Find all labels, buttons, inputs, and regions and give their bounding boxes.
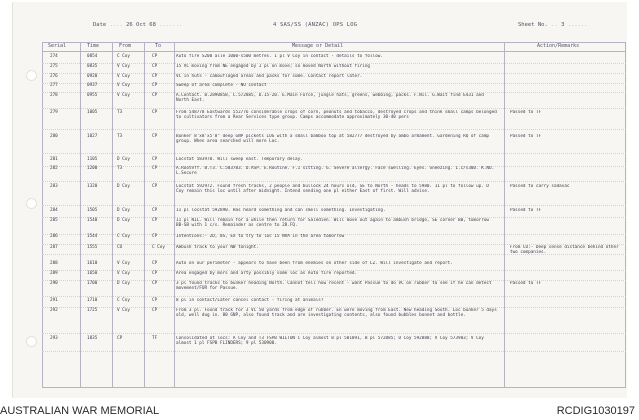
sheet-label: Sheet No. [518, 22, 548, 28]
from-cell: D Coy [117, 281, 130, 286]
to-cell: CP [152, 234, 158, 239]
message-cell: 11 pl locstat 592890. Has heard something and can smell something. Investigating. [176, 208, 386, 213]
log-row [42, 64, 626, 72]
row-divider [42, 181, 626, 182]
message-cell: Locstat 592972. Found fresh tracks, 2 people and bullock 24 hours old, SE to North - heads to 5980. 11 pl to follow up. D Coy remain this loc until after midnight. Intend sending one pl either East of first. Will advise. [176, 184, 490, 195]
log-row [42, 336, 626, 350]
serial-cell: 279 [50, 110, 58, 115]
column-header-serial: Serial [48, 43, 67, 49]
from-cell: D Coy [117, 184, 130, 189]
row-divider [42, 333, 626, 334]
log-row [42, 157, 626, 165]
to-cell: CP [152, 308, 158, 313]
log-row [42, 308, 626, 332]
message-cell: VC in huts - camouflaged areas and packs for some. Contact report later. [176, 74, 363, 79]
row-divider [42, 205, 626, 206]
from-cell: V Coy [117, 93, 130, 98]
serial-cell: 285 [50, 218, 58, 223]
time-cell: 1650 [87, 271, 98, 276]
from-cell: V Coy [117, 83, 130, 88]
message-cell: 3 pl found tracks to bunker heading North. Cannot tell how recent - want Passue to do VC on rubber to see if he can detect movement/FUR for Passue. [176, 281, 492, 292]
to-cell: CP [152, 184, 158, 189]
column-header-to: To [155, 43, 162, 49]
serial-cell: 289 [50, 271, 58, 276]
serial-cell: 283 [50, 184, 58, 189]
log-row [42, 166, 626, 180]
time-cell: 1505 [87, 208, 98, 213]
column-header-time: Time [87, 43, 100, 49]
from-cell: T3 [117, 134, 123, 139]
row-divider [42, 351, 626, 352]
time-cell: 1027 [87, 134, 98, 139]
message-cell: Consolidated at locs: A Coy and T3 FSPB WILTON C Coy almost 8 pl 581891, B pl 572885; D Coy 592888; V Coy 573983; V Coy almost 1 pl FSPB FLINDERS; 9 pl 530900. [176, 336, 484, 347]
date-label: Date [93, 22, 107, 28]
message-cell: From 3 pl. Found track for 3 VC 50 yards from edge of rubber. En were moving from East. New heading South. Loc bunker 5 days old, well dug in. 80 GNP, also found track and are investigating contents, also found bubbles bonnet and bottle. [176, 308, 497, 319]
action-cell [510, 166, 624, 180]
log-row [42, 208, 626, 216]
serial-cell: 291 [50, 298, 58, 303]
date-field: Date .... 26 Oct 68 ....... [93, 22, 183, 28]
from-cell: V Coy [117, 271, 130, 276]
serial-cell: 277 [50, 83, 58, 88]
time-cell: 0937 [87, 83, 98, 88]
action-cell: Passed to TF [510, 134, 542, 139]
from-cell: T3 [117, 166, 123, 171]
from-cell: CP [117, 336, 123, 341]
serial-cell: 276 [50, 74, 58, 79]
time-cell: 1610 [87, 261, 98, 266]
from-cell: D Coy [117, 218, 130, 223]
to-cell: CP [152, 166, 158, 171]
serial-cell: 281 [50, 157, 58, 162]
footer-record-id: RCDIG1030197 [556, 405, 635, 417]
time-cell: 1005 [87, 110, 98, 115]
log-row [42, 184, 626, 204]
to-cell: CP [152, 83, 158, 88]
time-cell: 1710 [87, 298, 98, 303]
serial-cell: 275 [50, 64, 58, 69]
time-cell: 1700 [87, 281, 98, 286]
serial-cell: 284 [50, 208, 58, 213]
to-cell: CP [152, 64, 158, 69]
message-cell: 15 VC moving from NE engaged by 1 pl on move; so moved North without firing [176, 64, 371, 69]
punch-hole [26, 336, 37, 347]
footer-archive-name: AUSTRALIAN WAR MEMORIAL [0, 405, 160, 417]
to-cell: C Coy [152, 245, 165, 250]
from-cell: D Coy [117, 157, 130, 162]
time-cell: 1835 [87, 336, 98, 341]
serial-cell: 280 [50, 134, 58, 139]
serial-cell: 282 [50, 166, 58, 171]
time-cell: 0955 [87, 93, 98, 98]
serial-cell: 293 [50, 336, 58, 341]
row-divider [42, 108, 626, 109]
log-row [42, 245, 626, 256]
message-cell: A.Rooteff. B.T3. C.583783. D.ASP. E.Routine. F.1 sitting. G. Severe allergy. Face swelling. Eyes. Sneezing. 1.c/s30D. K.NO. L.Secure [176, 166, 495, 177]
serial-cell: 278 [50, 93, 58, 98]
serial-cell: 274 [50, 54, 58, 59]
date-value: 26 Oct 68 [126, 22, 156, 28]
time-cell: 0920 [87, 74, 98, 79]
serial-cell: 292 [50, 308, 58, 313]
log-row [42, 281, 626, 295]
from-cell: C Coy [117, 298, 130, 303]
row-divider [42, 254, 626, 255]
log-table [42, 42, 626, 388]
time-cell: 0835 [87, 64, 98, 69]
to-cell: CP [152, 281, 158, 286]
to-cell: CP [152, 93, 158, 98]
to-cell: CP [152, 261, 158, 266]
log-row [42, 298, 626, 306]
to-cell: CP [152, 54, 158, 59]
to-cell: CP [152, 271, 158, 276]
time-cell: 0854 [87, 54, 98, 59]
time-cell: 1320 [87, 184, 98, 189]
serial-cell: 287 [50, 245, 58, 250]
time-cell: 1544 [87, 234, 98, 239]
message-cell: Ambush track to your NW tonight. [176, 245, 259, 250]
column-header-message: Message or Detail [292, 43, 344, 49]
punch-hole [26, 198, 37, 209]
action-cell: Passed to TF [510, 208, 542, 213]
to-cell: CP [152, 218, 158, 223]
time-cell: 1105 [87, 157, 98, 162]
row-divider [42, 153, 626, 154]
action-cell [510, 93, 624, 107]
message-cell: Sweep of area complete - NO contact [176, 83, 267, 88]
action-cell: Passed to TF [510, 110, 542, 115]
from-cell: V Coy [117, 261, 130, 266]
row-divider [42, 296, 626, 297]
sheet-number-field: Sheet No. .. 3 ...... [518, 22, 588, 28]
from-cell: C Coy [117, 234, 130, 239]
log-row [42, 271, 626, 279]
to-cell: CP [152, 74, 158, 79]
message-cell: Auto fire S200 alle 1000-s500 metres. 1 pl V Coy in contact - details to follow. [176, 54, 383, 59]
from-cell: T3 [117, 110, 123, 115]
log-row [42, 74, 626, 82]
to-cell: CP [152, 110, 158, 115]
sheet-value: 3 [561, 22, 565, 28]
serial-cell: 290 [50, 281, 58, 286]
to-cell: CP [152, 208, 158, 213]
from-cell: D Coy [117, 208, 130, 213]
action-cell: From CO:- Deep sense distance behind other two companies. [510, 245, 619, 256]
action-cell [510, 308, 624, 332]
message-cell: Area engaged by mors and arty possibly some loc as Auto fire reported. [176, 271, 358, 276]
log-row [42, 110, 626, 128]
time-cell: 1555 [87, 245, 98, 250]
from-cell: C Coy [117, 54, 130, 59]
log-row [42, 93, 626, 107]
to-cell: CP [152, 298, 158, 303]
from-cell: V Coy [117, 64, 130, 69]
log-title: 4 SAS/SS (ANZAC) OPS LOG [273, 22, 358, 28]
row-divider [42, 129, 626, 130]
serial-cell: 288 [50, 261, 58, 266]
log-row [42, 261, 626, 269]
message-cell: Locstat 583978. Will sweep east. Temporary delay. [176, 157, 303, 162]
time-cell: 1540 [87, 218, 98, 223]
to-cell: CP [152, 157, 158, 162]
time-cell: 1725 [87, 308, 98, 313]
log-row [42, 234, 626, 243]
from-cell: CO [117, 245, 123, 250]
from-cell: V Coy [117, 308, 130, 313]
log-row [42, 83, 626, 91]
message-cell: A.Contact. B.2890858, C.572885, D.15-20. E.Main Force, jungle hats, greens, webbing, packs. F.Nil. G.Wait find E431 and North East. [176, 93, 484, 104]
log-row [42, 134, 626, 152]
action-cell: Passed to carry sadavac [510, 184, 570, 189]
column-header-from: From [119, 43, 132, 49]
from-cell: V Coy [117, 74, 130, 79]
message-cell: 11 pl NIL. Will remain for a while then return for Saledien. Will move out again to ambush bridge, SE corner BB, tomorrow BB-SB with 1 c/s. Remainder as centre to 28.FQ. [176, 218, 490, 229]
to-cell: CP [152, 134, 158, 139]
message-cell: 8 pl in contact/Later cancel contact - firing at animals? [176, 298, 324, 303]
to-cell: TF [152, 336, 158, 341]
message-cell: Intentions:- 2D, 0S, EX to try to loc 15 NVA in the area tomorrow [176, 234, 345, 239]
message-cell: Bunker 8'x8'x5'8" deep GNP pickets LOG with a small bamboo top at 582777 destroyed by ambo armament. Gardening RQ of camp group. When area searched will more Loc. [176, 134, 490, 145]
column-header-action: Action/Remarks [537, 43, 580, 49]
message-cell: From 548778 Eastwards 552776 considerable crops of corn, peanuts and tobacco, destroyed crops and think small camps belonged to cultivators from a Rear Services type group. Camps accommodate approximately 30-40 pers [176, 110, 497, 121]
action-cell [510, 336, 624, 350]
log-row [42, 54, 626, 62]
log-row [42, 218, 626, 233]
serial-cell: 286 [50, 234, 58, 239]
punch-hole [26, 70, 37, 81]
message-cell: Auto on our perimeter - appears to have been from enemies on other side of LZ. Will investigate and report. [176, 261, 453, 266]
action-cell [510, 218, 624, 233]
time-cell: 1200 [87, 166, 98, 171]
action-cell: Passed to TF [510, 281, 542, 286]
